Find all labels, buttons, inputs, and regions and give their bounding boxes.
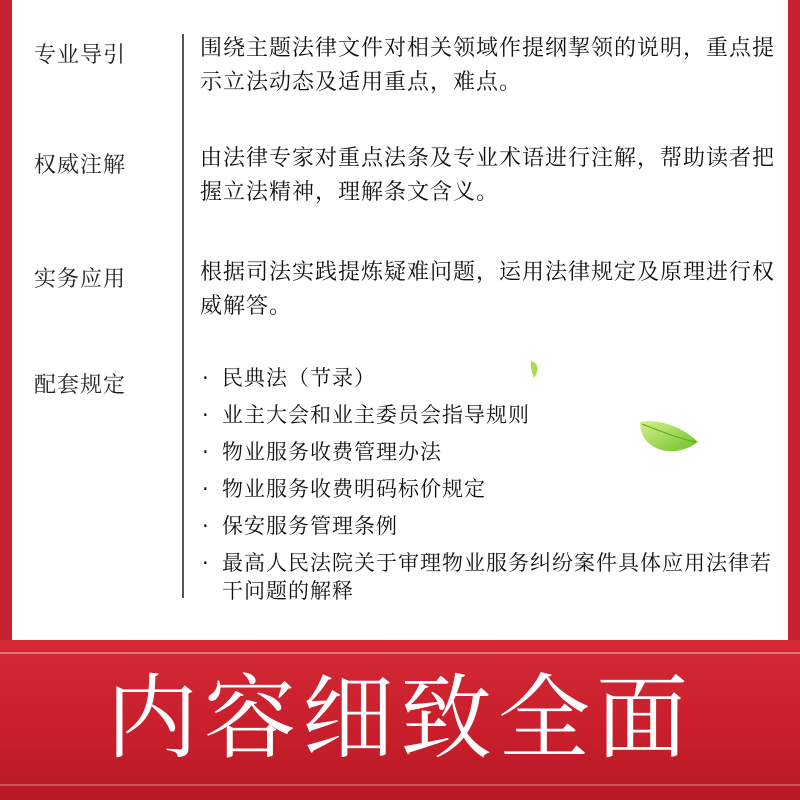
- bullet: ·: [202, 440, 210, 464]
- list-item: [200, 475, 775, 503]
- list-item: [200, 512, 775, 540]
- list-item: [200, 549, 775, 605]
- rule-text: 业主大会和业主委员会指导规则: [222, 403, 530, 427]
- slogan: 内容细致全面: [105, 665, 694, 772]
- leaf-icon: [638, 418, 700, 458]
- rule-text: 物业服务收费管理办法: [222, 440, 442, 464]
- section-label-guide: 专业导引: [34, 43, 127, 68]
- rules-list: [200, 364, 775, 614]
- rule-text: 保安服务管理条例: [222, 514, 398, 538]
- section-desc-practice: 根据司法实践提炼疑难问题，运用法律规定及原理进行权威解答。: [200, 260, 776, 319]
- section-desc-guide: 围绕主题法律文件对相关领域作提纲挈领的说明，重点提示立法动态及适用重点，难点。: [200, 36, 776, 95]
- section-label-annotation: 权威注解: [34, 153, 127, 178]
- rule-text: 最高人民法院关于审理物业服务纠纷案件具体应用法律若干问题的解释: [222, 551, 772, 603]
- section-label-practice: 实务应用: [34, 267, 127, 292]
- banner-line: [0, 652, 800, 654]
- bullet: ·: [202, 366, 210, 390]
- bullet: ·: [202, 403, 210, 427]
- bullet: ·: [202, 477, 210, 501]
- bullet: ·: [202, 551, 210, 575]
- list-item: [200, 364, 775, 392]
- rule-text: 民典法（节录）: [222, 366, 376, 390]
- vertical-divider: [182, 34, 184, 598]
- bullet: ·: [202, 514, 210, 538]
- section-label-rules: 配套规定: [34, 373, 127, 398]
- section-desc-annotation: 由法律专家对重点法条及专业术语进行注解，帮助读者把握立法精神，理解条文含义。: [200, 146, 776, 205]
- feature-card: [12, 0, 788, 640]
- leaf-icon: [528, 360, 542, 380]
- rule-text: 物业服务收费明码标价规定: [222, 477, 486, 501]
- banner-line: [0, 784, 800, 786]
